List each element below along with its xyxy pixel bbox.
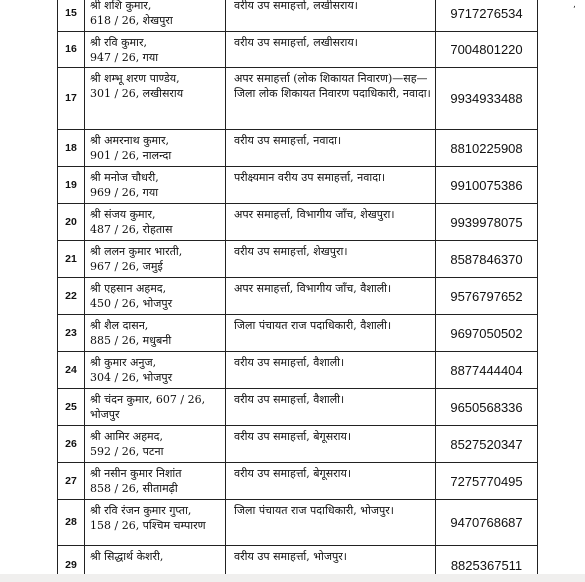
officer-batch-home-district: 901 / 26, नालन्दा [90, 149, 172, 162]
phone-number-cell: 8587846370 [436, 241, 538, 278]
serial-number-cell: 28 [58, 500, 85, 546]
officer-name: श्री ललन कुमार भारती, [90, 245, 183, 258]
serial-number-cell: 19 [58, 167, 85, 204]
officer-name: श्री नसीन कुमार निशांत [90, 467, 182, 480]
officer-name-cell [85, 167, 226, 204]
posting-cell: वरीय उप समाहर्त्ता, वैशाली। [226, 352, 436, 389]
officer-name: श्री कुमार अनुज, [90, 356, 157, 369]
officer-name: श्री सिद्धार्थ केशरी, [90, 550, 164, 563]
phone-number-cell: 9576797652 [436, 278, 538, 315]
serial-number-cell: 29 [58, 546, 85, 582]
table-row [58, 278, 538, 315]
posting-cell: अपर समाहर्त्ता, विभागीय जाँच, शेखपुरा। [226, 204, 436, 241]
officer-batch-home-district: 947 / 26, गया [90, 51, 159, 64]
table-row [58, 32, 538, 68]
officer-name-cell [85, 463, 226, 500]
posting-cell: वरीय उप समाहर्त्ता, वैशाली। [226, 389, 436, 426]
officer-name: श्री रवि कुमार, [90, 36, 147, 49]
phone-number-cell: 8877444404 [436, 352, 538, 389]
serial-number-cell: 27 [58, 463, 85, 500]
officer-name: श्री शैल दासन, [90, 319, 149, 332]
officer-batch-home-district: 592 / 26, पटना [90, 445, 164, 458]
officer-name: श्री एहसान अहमद, [90, 282, 167, 295]
officer-name: श्री मनोज चौधरी, [90, 171, 159, 184]
officer-batch-home-district: भोजपुर [90, 408, 120, 421]
table-row [58, 68, 538, 130]
officer-batch-home-district: 858 / 26, सीतामढ़ी [90, 482, 178, 495]
posting-cell: जिला पंचायत राज पदाधिकारी, वैशाली। [226, 315, 436, 352]
phone-number-cell: 9650568336 [436, 389, 538, 426]
officer-name-cell [85, 500, 226, 546]
phone-number-cell: 9717276534 [436, 0, 538, 32]
posting-cell: वरीय उप समाहर्त्ता, नवादा। [226, 130, 436, 167]
phone-number-cell: 9939978075 [436, 204, 538, 241]
officer-name-cell [85, 315, 226, 352]
serial-number-cell: 25 [58, 389, 85, 426]
officer-batch-home-district: 969 / 26, गया [90, 186, 159, 199]
officer-name: श्री चंदन कुमार, 607 / 26, [90, 393, 206, 406]
table-row [58, 463, 538, 500]
officer-name-cell [85, 241, 226, 278]
officer-name: श्री शम्भू शरण पाण्डेय, [90, 72, 180, 85]
officer-name-cell [85, 0, 226, 32]
posting-cell: परीक्ष्यमान वरीय उप समाहर्त्ता, नवादा। [226, 167, 436, 204]
table-row [58, 315, 538, 352]
table-row [58, 204, 538, 241]
phone-number-cell: 9697050502 [436, 315, 538, 352]
phone-number-cell: 9934933488 [436, 68, 538, 130]
officer-name: श्री शशि कुमार, [90, 0, 152, 12]
table-row [58, 500, 538, 546]
officer-batch-home-district: 967 / 26, जमुई [90, 260, 163, 273]
officer-name-cell [85, 352, 226, 389]
officer-name: श्री संजय कुमार, [90, 208, 156, 221]
table-row [58, 0, 538, 32]
posting-cell: वरीय उप समाहर्त्ता, बेगूसराय। [226, 463, 436, 500]
serial-number-cell: 18 [58, 130, 85, 167]
officer-name: श्री रवि रंजन कुमार गुप्ता, [90, 504, 192, 517]
officer-batch-home-district: 885 / 26, मधुबनी [90, 334, 172, 347]
officer-name-cell [85, 130, 226, 167]
posting-cell: वरीय उप समाहर्त्ता, भोजपुर। [226, 546, 436, 582]
serial-number-cell: 23 [58, 315, 85, 352]
officer-batch-home-district: 450 / 26, भोजपुर [90, 297, 173, 310]
phone-number-cell: 9910075386 [436, 167, 538, 204]
serial-number-cell: 17 [58, 68, 85, 130]
posting-cell: अपर समाहर्त्ता (लोक शिकायत निवारण)—सह—जिला लोक शिकायत निवारण पदाधिकारी, नवादा। [226, 68, 436, 130]
serial-number-cell: 15 [58, 0, 85, 32]
posting-cell: अपर समाहर्त्ता, विभागीय जाँच, वैशाली। [226, 278, 436, 315]
corner-mark: , [573, 0, 576, 10]
phone-number-cell: 8810225908 [436, 130, 538, 167]
officer-name: श्री आमिर अहमद, [90, 430, 163, 443]
posting-cell: वरीय उप समाहर्त्ता, लखीसराय। [226, 0, 436, 32]
table-row [58, 352, 538, 389]
phone-number-cell: 7275770495 [436, 463, 538, 500]
officer-name: श्री अमरनाथ कुमार, [90, 134, 169, 147]
table-row [58, 130, 538, 167]
table-row [58, 241, 538, 278]
posting-cell: वरीय उप समाहर्त्ता, लखीसराय। [226, 32, 436, 68]
serial-number-cell: 26 [58, 426, 85, 463]
officer-batch-home-district: 301 / 26, लखीसराय [90, 87, 184, 100]
posting-cell: जिला पंचायत राज पदाधिकारी, भोजपुर। [226, 500, 436, 546]
phone-number-cell: 7004801220 [436, 32, 538, 68]
officer-name-cell [85, 68, 226, 130]
serial-number-cell: 22 [58, 278, 85, 315]
serial-number-cell: 20 [58, 204, 85, 241]
table-row [58, 426, 538, 463]
officer-name-cell [85, 278, 226, 315]
serial-number-cell: 16 [58, 32, 85, 68]
officer-batch-home-district: 158 / 26, पश्चिम चम्पारण [90, 519, 206, 532]
officer-name-cell [85, 204, 226, 241]
officer-name-cell [85, 426, 226, 463]
phone-number-cell: 9470768687 [436, 500, 538, 546]
officer-name-cell [85, 389, 226, 426]
officer-posting-table [57, 0, 538, 582]
serial-number-cell: 24 [58, 352, 85, 389]
posting-cell: वरीय उप समाहर्त्ता, शेखपुरा। [226, 241, 436, 278]
serial-number-cell: 21 [58, 241, 85, 278]
page-edge-shadow [0, 574, 585, 582]
table-body [58, 0, 538, 582]
phone-number-cell: 8825367511 [436, 546, 538, 582]
phone-number-cell: 8527520347 [436, 426, 538, 463]
posting-cell: वरीय उप समाहर्त्ता, बेगूसराय। [226, 426, 436, 463]
officer-batch-home-district: 487 / 26, रोहतास [90, 223, 173, 236]
officer-name-cell [85, 32, 226, 68]
table-row [58, 389, 538, 426]
officer-batch-home-district: 304 / 26, भोजपुर [90, 371, 173, 384]
table-row [58, 167, 538, 204]
officer-batch-home-district: 618 / 26, शेखपुरा [90, 14, 173, 27]
